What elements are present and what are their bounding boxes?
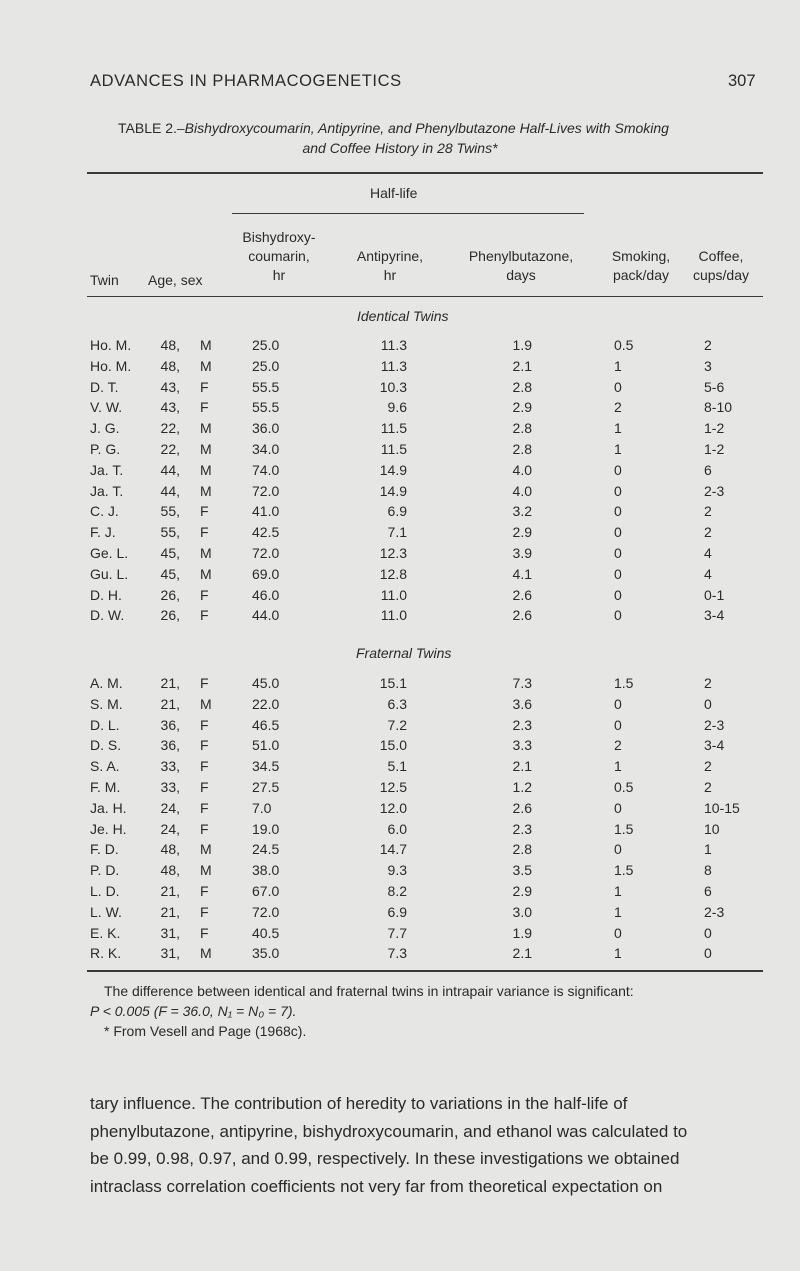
cell-phe: 3.2 <box>512 503 532 520</box>
cell-sex: M <box>200 357 212 374</box>
cell-twin: D. S. <box>90 737 122 754</box>
cell-bis: 19.0 <box>252 820 280 837</box>
table-note-statistics: P < 0.005 (F = 36.0, N₁ = N₀ = 7). <box>90 1003 297 1019</box>
cell-phe: 4.0 <box>512 461 532 478</box>
cell-twin: A. M. <box>90 675 123 691</box>
cell-twin: R. K. <box>90 945 122 962</box>
cell-cof: 3 <box>704 357 712 374</box>
cell-phe: 2.1 <box>512 758 532 775</box>
table-row <box>0 925 800 946</box>
cell-phe: 3.0 <box>512 903 532 920</box>
cell-twin: F. D. <box>90 841 119 858</box>
cell-age: 48, <box>160 862 180 879</box>
cell-phe: 2.6 <box>512 586 532 603</box>
table-row <box>0 758 800 779</box>
cell-sex: M <box>200 545 212 561</box>
cell-smo: 0 <box>614 695 622 712</box>
cell-phe: 1.9 <box>512 924 532 941</box>
col-header-ant-line2: hr <box>383 267 397 283</box>
cell-age: 21, <box>160 883 180 899</box>
cell-cof: 2-3 <box>704 482 725 499</box>
cell-twin: P. D. <box>90 862 120 879</box>
cell-ant: 12.3 <box>379 545 407 561</box>
cell-cof: 4 <box>704 565 712 582</box>
cell-bis: 46.5 <box>252 716 280 733</box>
cell-twin: D. H. <box>90 586 122 603</box>
cell-smo: 0 <box>614 565 622 582</box>
table-header-rule <box>87 296 763 297</box>
cell-sex: M <box>200 420 212 437</box>
cell-sex: F <box>200 779 209 795</box>
cell-smo: 0 <box>614 524 622 541</box>
cell-phe: 4.0 <box>512 482 532 499</box>
col-header-smoking <box>600 247 682 285</box>
table-row <box>0 675 800 696</box>
cell-age: 44, <box>160 482 180 499</box>
col-header-twin: Twin <box>90 272 119 288</box>
cell-smo: 0 <box>614 586 622 603</box>
cell-sex: F <box>200 399 209 416</box>
cell-age: 21, <box>160 695 180 712</box>
cell-bis: 51.0 <box>252 737 280 754</box>
cell-phe: 3.3 <box>512 737 532 754</box>
table-row <box>0 587 800 608</box>
cell-cof: 2 <box>704 337 712 353</box>
cell-cof: 4 <box>704 545 712 561</box>
col-header-ant-line1: Antipyrine, <box>356 248 424 264</box>
cell-bis: 46.0 <box>252 586 280 603</box>
cell-ant: 11.0 <box>380 586 407 603</box>
col-header-antipyrine <box>340 247 440 285</box>
table-row <box>0 441 800 462</box>
cell-cof: 0 <box>704 924 712 941</box>
table-row <box>0 841 800 862</box>
cell-twin: Je. H. <box>90 820 127 837</box>
cell-bis: 72.0 <box>252 482 280 499</box>
cell-sex: F <box>200 737 209 754</box>
cell-phe: 1.2 <box>512 779 532 795</box>
cell-bis: 67.0 <box>252 883 280 899</box>
cell-bis: 69.0 <box>252 565 280 582</box>
table-row <box>0 545 800 566</box>
cell-smo: 2 <box>614 737 622 754</box>
col-header-bis-line1: Bishydroxy- <box>242 229 316 245</box>
half-life-group-header: Half-life <box>370 185 418 201</box>
cell-ant: 10.3 <box>379 378 407 395</box>
running-head: ADVANCES IN PHARMACOGENETICS <box>90 72 402 90</box>
cell-age: 45, <box>160 545 180 561</box>
cell-cof: 5-6 <box>704 378 725 395</box>
table-row <box>0 717 800 738</box>
table-row <box>0 399 800 420</box>
table-row <box>0 800 800 821</box>
cell-age: 22, <box>160 441 180 457</box>
cell-age: 31, <box>160 924 180 941</box>
cell-sex: M <box>200 565 212 582</box>
cell-twin: Ja. T. <box>90 461 124 478</box>
cell-twin: S. A. <box>90 758 120 775</box>
cell-bis: 25.0 <box>252 357 280 374</box>
cell-twin: Ge. L. <box>90 545 129 561</box>
cell-age: 26, <box>160 586 180 603</box>
cell-ant: 11.3 <box>380 337 407 353</box>
table-label: TABLE 2. <box>118 120 177 136</box>
cell-ant: 15.1 <box>379 675 407 691</box>
table-note-significance: The difference between identical and fraternal twins in intrapair variance is significant: <box>104 983 634 999</box>
cell-cof: 1-2 <box>704 441 725 457</box>
cell-smo: 1.5 <box>614 675 634 691</box>
cell-phe: 7.3 <box>512 675 532 691</box>
cell-smo: 0 <box>614 461 622 478</box>
cell-twin: L. W. <box>90 903 122 920</box>
cell-ant: 12.5 <box>379 779 407 795</box>
cell-sex: M <box>200 482 212 499</box>
cell-twin: P. G. <box>90 441 121 457</box>
table-row <box>0 337 800 358</box>
col-header-cof-line1: Coffee, <box>698 248 744 264</box>
cell-bis: 22.0 <box>252 695 280 712</box>
cell-phe: 2.8 <box>512 420 532 437</box>
cell-cof: 3-4 <box>704 607 725 624</box>
cell-ant: 5.1 <box>387 758 407 775</box>
table-footnote-source: * From Vesell and Page (1968c). <box>104 1023 307 1039</box>
cell-cof: 8-10 <box>704 399 733 416</box>
cell-sex: F <box>200 903 209 920</box>
cell-bis: 34.0 <box>252 441 280 457</box>
cell-bis: 7.0 <box>252 799 272 816</box>
cell-bis: 34.5 <box>252 758 280 775</box>
cell-ant: 8.2 <box>387 883 407 899</box>
body-line-3: be 0.99, 0.98, 0.97, and 0.99, respectively. In these investigations we obtained <box>90 1149 680 1168</box>
cell-smo: 0 <box>614 924 622 941</box>
cell-sex: F <box>200 924 209 941</box>
cell-twin: D. T. <box>90 378 119 395</box>
cell-sex: F <box>200 378 209 395</box>
cell-ant: 11.5 <box>380 441 407 457</box>
cell-sex: F <box>200 607 209 624</box>
cell-age: 21, <box>160 675 180 691</box>
cell-ant: 6.3 <box>387 695 407 712</box>
col-header-phenylbutazone <box>452 247 590 285</box>
cell-phe: 4.1 <box>512 565 532 582</box>
cell-twin: Ja. H. <box>90 799 127 816</box>
cell-ant: 14.9 <box>379 482 407 499</box>
cell-sex: M <box>200 441 212 457</box>
cell-phe: 2.8 <box>512 841 532 858</box>
cell-phe: 3.6 <box>512 695 532 712</box>
cell-smo: 2 <box>614 399 622 416</box>
table-row <box>0 379 800 400</box>
cell-smo: 0 <box>614 503 622 520</box>
cell-smo: 0 <box>614 716 622 733</box>
cell-ant: 14.9 <box>379 461 407 478</box>
cell-age: 48, <box>160 357 180 374</box>
cell-phe: 2.3 <box>512 716 532 733</box>
cell-cof: 1-2 <box>704 420 725 437</box>
table-row <box>0 358 800 379</box>
cell-bis: 25.0 <box>252 337 280 353</box>
table-row <box>0 945 800 966</box>
cell-age: 21, <box>160 903 180 920</box>
cell-bis: 55.5 <box>252 378 280 395</box>
cell-sex: F <box>200 758 209 775</box>
cell-bis: 38.0 <box>252 862 280 879</box>
cell-phe: 2.9 <box>512 883 532 899</box>
cell-bis: 24.5 <box>252 841 280 858</box>
table-row <box>0 862 800 883</box>
table-row <box>0 420 800 441</box>
cell-phe: 2.1 <box>512 945 532 962</box>
cell-cof: 2 <box>704 503 712 520</box>
table-row <box>0 566 800 587</box>
cell-age: 43, <box>160 399 180 416</box>
table-row <box>0 524 800 545</box>
cell-bis: 36.0 <box>252 420 280 437</box>
cell-phe: 2.3 <box>512 820 532 837</box>
cell-twin: Gu. L. <box>90 565 129 582</box>
cell-cof: 2 <box>704 758 712 775</box>
cell-smo: 1 <box>614 903 622 920</box>
cell-age: 48, <box>160 841 180 858</box>
cell-sex: M <box>200 695 212 712</box>
cell-ant: 7.3 <box>387 945 407 962</box>
cell-sex: F <box>200 586 209 603</box>
table-row <box>0 503 800 524</box>
cell-bis: 55.5 <box>252 399 280 416</box>
cell-phe: 2.8 <box>512 378 532 395</box>
table-bottom-rule <box>87 970 763 972</box>
cell-age: 33, <box>160 779 180 795</box>
table-top-rule <box>87 172 763 174</box>
cell-age: 48, <box>160 337 180 353</box>
cell-twin: E. K. <box>90 924 121 941</box>
cell-age: 24, <box>160 820 180 837</box>
cell-sex: M <box>200 862 212 879</box>
cell-phe: 2.6 <box>512 799 532 816</box>
cell-cof: 6 <box>704 461 712 478</box>
cell-cof: 8 <box>704 862 712 879</box>
cell-ant: 6.0 <box>387 820 407 837</box>
cell-smo: 0.5 <box>614 779 634 795</box>
cell-phe: 2.8 <box>512 441 532 457</box>
cell-bis: 72.0 <box>252 903 280 920</box>
cell-twin: C. J. <box>90 503 119 520</box>
cell-phe: 2.9 <box>512 524 532 541</box>
cell-sex: M <box>200 945 212 962</box>
col-header-cof-line2: cups/day <box>692 267 750 283</box>
cell-ant: 7.1 <box>387 524 407 541</box>
cell-bis: 35.0 <box>252 945 280 962</box>
cell-sex: M <box>200 841 212 858</box>
cell-cof: 10 <box>704 820 720 837</box>
cell-twin: J. G. <box>90 420 120 437</box>
cell-phe: 3.5 <box>512 862 532 879</box>
cell-sex: F <box>200 883 209 899</box>
cell-smo: 1 <box>614 420 622 437</box>
cell-ant: 6.9 <box>387 903 407 920</box>
cell-sex: F <box>200 524 209 541</box>
cell-cof: 6 <box>704 883 712 899</box>
cell-smo: 1.5 <box>614 862 634 879</box>
cell-age: 43, <box>160 378 180 395</box>
cell-phe: 2.1 <box>512 357 532 374</box>
table-row <box>0 883 800 904</box>
cell-cof: 2 <box>704 675 712 691</box>
cell-twin: F. J. <box>90 524 116 541</box>
cell-ant: 6.9 <box>387 503 407 520</box>
cell-twin: V. W. <box>90 399 123 416</box>
cell-bis: 74.0 <box>252 461 280 478</box>
cell-twin: F. M. <box>90 779 121 795</box>
col-header-bis-line3: hr <box>272 267 286 283</box>
half-life-group-rule <box>232 213 584 214</box>
table-row <box>0 462 800 483</box>
cell-smo: 1 <box>614 441 622 457</box>
cell-bis: 72.0 <box>252 545 280 561</box>
cell-cof: 2 <box>704 524 712 541</box>
cell-ant: 12.0 <box>379 799 407 816</box>
cell-twin: Ho. M. <box>90 357 132 374</box>
page-number: 307 <box>728 72 756 90</box>
cell-smo: 1 <box>614 883 622 899</box>
cell-age: 22, <box>160 420 180 437</box>
body-line-2: phenylbutazone, antipyrine, bishydroxycoumarin, and ethanol was calculated to <box>90 1121 688 1141</box>
cell-sex: M <box>200 461 212 478</box>
cell-age: 36, <box>160 716 180 733</box>
cell-cof: 3-4 <box>704 737 725 754</box>
cell-sex: M <box>200 337 212 353</box>
table-row <box>0 821 800 842</box>
cell-age: 36, <box>160 737 180 754</box>
section-label-identical: Identical Twins <box>357 308 449 324</box>
cell-cof: 2-3 <box>704 716 725 733</box>
col-header-coffee <box>684 247 758 285</box>
cell-cof: 2 <box>704 779 712 795</box>
cell-cof: 0-1 <box>704 586 725 603</box>
cell-cof: 1 <box>704 841 712 858</box>
cell-ant: 7.2 <box>387 716 407 733</box>
table-row <box>0 696 800 717</box>
cell-ant: 14.7 <box>379 841 407 858</box>
cell-sex: F <box>200 716 209 733</box>
cell-sex: F <box>200 503 209 520</box>
cell-ant: 11.5 <box>380 420 407 437</box>
cell-ant: 11.0 <box>380 607 407 624</box>
cell-twin: S. M. <box>90 695 123 712</box>
col-header-smo-line2: pack/day <box>612 267 670 283</box>
cell-smo: 0 <box>614 482 622 499</box>
col-header-phe-line1: Phenylbutazone, <box>468 248 574 264</box>
cell-age: 55, <box>160 503 180 520</box>
cell-cof: 2-3 <box>704 903 725 920</box>
cell-bis: 41.0 <box>252 503 280 520</box>
cell-age: 31, <box>160 945 180 962</box>
cell-smo: 0 <box>614 799 622 816</box>
cell-age: 45, <box>160 565 180 582</box>
body-line-1: tary influence. The contribution of heredity to variations in the half-life of <box>90 1094 628 1113</box>
cell-smo: 1 <box>614 357 622 374</box>
cell-age: 24, <box>160 799 180 816</box>
table-row <box>0 779 800 800</box>
col-header-bishydroxycoumarin <box>230 228 328 285</box>
col-header-bis-line2: coumarin, <box>248 248 310 264</box>
cell-smo: 0 <box>614 607 622 624</box>
cell-twin: Ja. T. <box>90 482 124 499</box>
cell-bis: 42.5 <box>252 524 280 541</box>
cell-smo: 0 <box>614 378 622 395</box>
cell-sex: F <box>200 675 209 691</box>
cell-ant: 9.3 <box>387 862 407 879</box>
table-row <box>0 483 800 504</box>
cell-cof: 0 <box>704 945 712 962</box>
cell-cof: 10-15 <box>704 799 740 816</box>
table-row <box>0 904 800 925</box>
cell-sex: F <box>200 820 209 837</box>
cell-smo: 1 <box>614 945 622 962</box>
cell-smo: 1.5 <box>614 820 634 837</box>
col-header-age-sex: Age, sex <box>148 272 203 288</box>
cell-age: 44, <box>160 461 180 478</box>
cell-phe: 3.9 <box>512 545 532 561</box>
table-title-line-2: and Coffee History in 28 Twins* <box>302 140 498 156</box>
cell-bis: 44.0 <box>252 607 280 624</box>
cell-smo: 0.5 <box>614 337 634 353</box>
table-row <box>0 737 800 758</box>
cell-ant: 15.0 <box>379 737 407 754</box>
cell-ant: 9.6 <box>387 399 407 416</box>
cell-ant: 7.7 <box>387 924 407 941</box>
cell-bis: 40.5 <box>252 924 280 941</box>
cell-twin: D. W. <box>90 607 125 624</box>
col-header-phe-line2: days <box>506 267 536 283</box>
cell-bis: 27.5 <box>252 779 280 795</box>
cell-smo: 1 <box>614 758 622 775</box>
col-header-smo-line1: Smoking, <box>611 248 671 264</box>
cell-smo: 0 <box>614 545 622 561</box>
cell-bis: 45.0 <box>252 675 280 691</box>
cell-ant: 11.3 <box>380 357 407 374</box>
cell-twin: L. D. <box>90 883 120 899</box>
cell-ant: 12.8 <box>379 565 407 582</box>
cell-cof: 0 <box>704 695 712 712</box>
section-label-fraternal: Fraternal Twins <box>356 645 452 661</box>
cell-age: 26, <box>160 607 180 624</box>
cell-phe: 2.6 <box>512 607 532 624</box>
cell-phe: 1.9 <box>512 337 532 353</box>
cell-twin: D. L. <box>90 716 120 733</box>
table-row <box>0 607 800 628</box>
cell-phe: 2.9 <box>512 399 532 416</box>
cell-age: 33, <box>160 758 180 775</box>
cell-sex: F <box>200 799 209 816</box>
body-paragraph <box>90 1090 770 1200</box>
table-title-line-1 <box>118 120 669 136</box>
cell-twin: Ho. M. <box>90 337 132 353</box>
cell-age: 55, <box>160 524 180 541</box>
table-title-text: –Bishydroxycoumarin, Antipyrine, and Phenylbutazone Half-Lives with Smoking <box>176 120 669 136</box>
cell-smo: 0 <box>614 841 622 858</box>
body-line-4: intraclass correlation coefficients not very far from theoretical expectation on <box>90 1176 663 1196</box>
